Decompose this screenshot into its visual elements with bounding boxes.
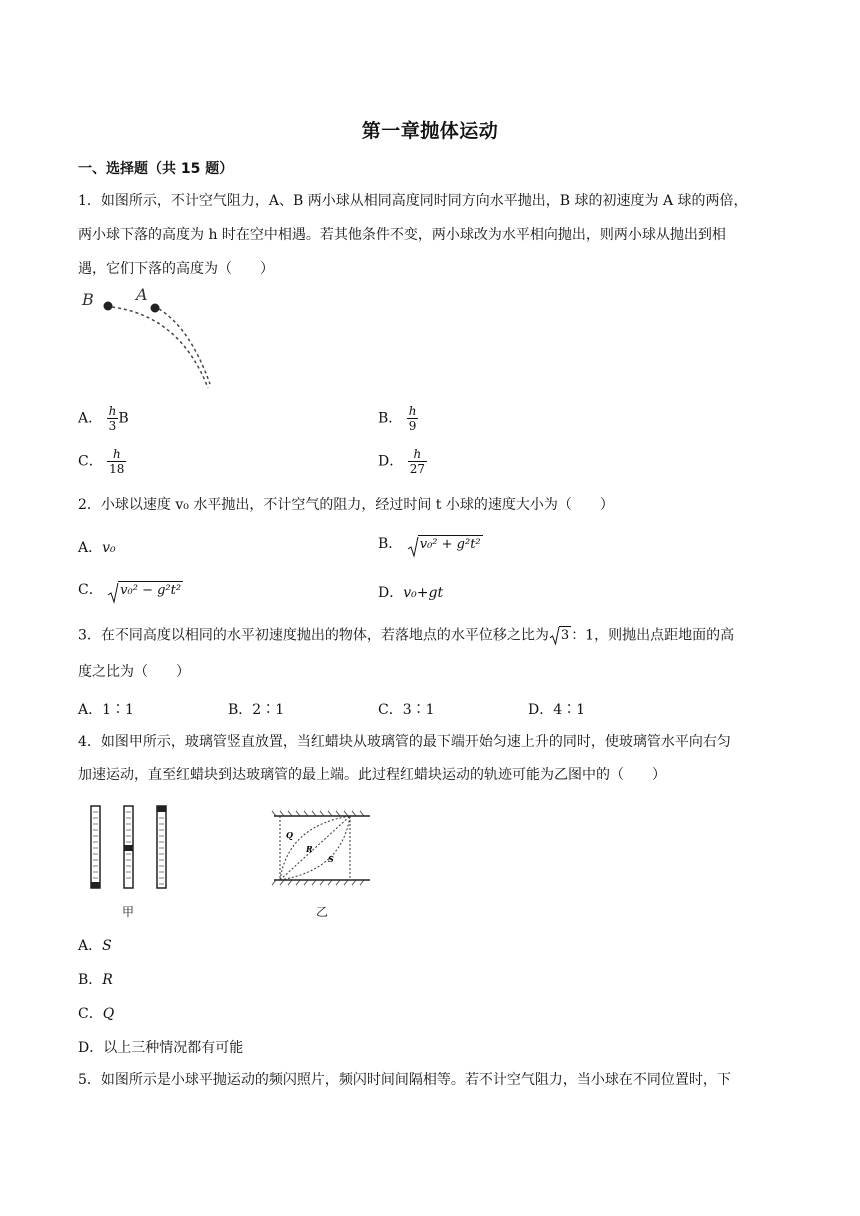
q4-option-b[interactable]: B．R [78, 972, 113, 988]
q3-stem-line2: 度之比为（ ） [78, 664, 190, 680]
q2-option-b[interactable]: B． v₀² + g²t² [378, 533, 483, 553]
q4-figure-label-r: R [306, 844, 313, 854]
q4-stem-line2: 加速运动，直至红蜡块到达玻璃管的最上端。此过程红蜡块运动的轨迹可能为乙图中的（ ） [78, 767, 666, 783]
q2-option-a[interactable]: A．v₀ [78, 540, 116, 556]
q2-option-d[interactable]: D．v₀+gt [378, 585, 444, 601]
q1-option-d[interactable]: D． $\frac{h}{27}$ [378, 447, 425, 476]
q4-option-a[interactable]: A．S [78, 938, 112, 954]
q1-ball-a [151, 304, 160, 313]
page-title: 第一章抛体运动 [361, 120, 499, 142]
q1-stem-line2: 两小球下落的高度为 h 时在空中相遇。若其他条件不变，两小球改为水平相向抛出，则两小球从抛出到相 [78, 227, 726, 243]
q2-option-c-sqrt: v₀² − g²t² [107, 582, 183, 598]
q2-option-c[interactable]: C． v₀² − g²t² [78, 579, 183, 599]
q1-option-b-fraction: $\frac{h}{9}$ [408, 404, 417, 433]
glass-tube-2 [124, 806, 133, 888]
section-heading: 一、选择题（共 15 题） [78, 161, 234, 177]
q1-figure-label-a: A [136, 288, 148, 304]
q4-option-d[interactable]: D．以上三种情况都有可能 [78, 1040, 244, 1056]
q1-option-c[interactable]: C． $\frac{h}{18}$ [78, 447, 125, 476]
q4-option-c[interactable]: C．Q [78, 1006, 115, 1022]
glass-tube-3 [157, 806, 166, 888]
q5-stem-line1: 5．如图所示是小球平抛运动的频闪照片，频闪时间间隔相等。若不计空气阻力，当小球在不同位置时，下 [78, 1072, 731, 1088]
q3-option-d[interactable]: D．4∶1 [528, 702, 586, 718]
q2-stem-line1: 2．小球以速度 v₀ 水平抛出，不计空气的阻力，经过时间 t 小球的速度大小为（ ） [78, 497, 614, 513]
q1-stem-line3: 遇，它们下落的高度为（ ） [78, 261, 274, 277]
q1-option-d-fraction: $\frac{h}{27}$ [409, 447, 425, 476]
q4-figure-jia-label: 甲 [122, 905, 135, 919]
q4-figure-label-q: Q [286, 830, 293, 840]
q1-option-c-fraction: $\frac{h}{18}$ [109, 447, 125, 476]
q3-sqrt-three: 3 [549, 626, 571, 645]
q1-option-a-fraction: $\frac{h}{3}$ [108, 404, 117, 433]
q2-option-b-sqrt: v₀² + g²t² [407, 536, 483, 552]
trajectory-r [280, 816, 350, 880]
q3-option-c[interactable]: C．3∶1 [378, 702, 435, 718]
q4-stem-line1: 4．如图甲所示，玻璃管竖直放置，当红蜡块从玻璃管的最下端开始匀速上升的同时，使玻璃管水平向右匀 [78, 734, 731, 750]
q1-figure-label-b: B [82, 290, 94, 309]
q1-option-a[interactable]: A． $\frac{h}{3}$ B [78, 404, 129, 433]
q1-stem-line1: 1．如图所示，不计空气阻力，A、B 两小球从相同高度同时同方向水平抛出，B 球的初速度为 A 球的两倍， [78, 193, 748, 209]
q1-ball-b [104, 302, 113, 311]
q4-figure-yi [266, 808, 376, 922]
q3-stem-line1: 3．在不同高度以相同的水平初速度抛出的物体，若落地点的水平位移之比为 3 ：1，则抛出点距地面的高 [78, 627, 735, 644]
glass-tube-1 [91, 806, 100, 888]
q1-option-b[interactable]: B． $\frac{h}{9}$ [378, 404, 417, 433]
q1-trajectory-figure [80, 288, 220, 393]
q3-option-a[interactable]: A．1∶1 [78, 702, 134, 718]
q3-option-b[interactable]: B．2∶1 [228, 702, 285, 718]
q4-figure-label-s: S [328, 854, 334, 864]
q1-path-b [112, 307, 208, 388]
q4-figure-yi-label: 乙 [316, 905, 329, 919]
q4-figure-jia [84, 800, 184, 922]
